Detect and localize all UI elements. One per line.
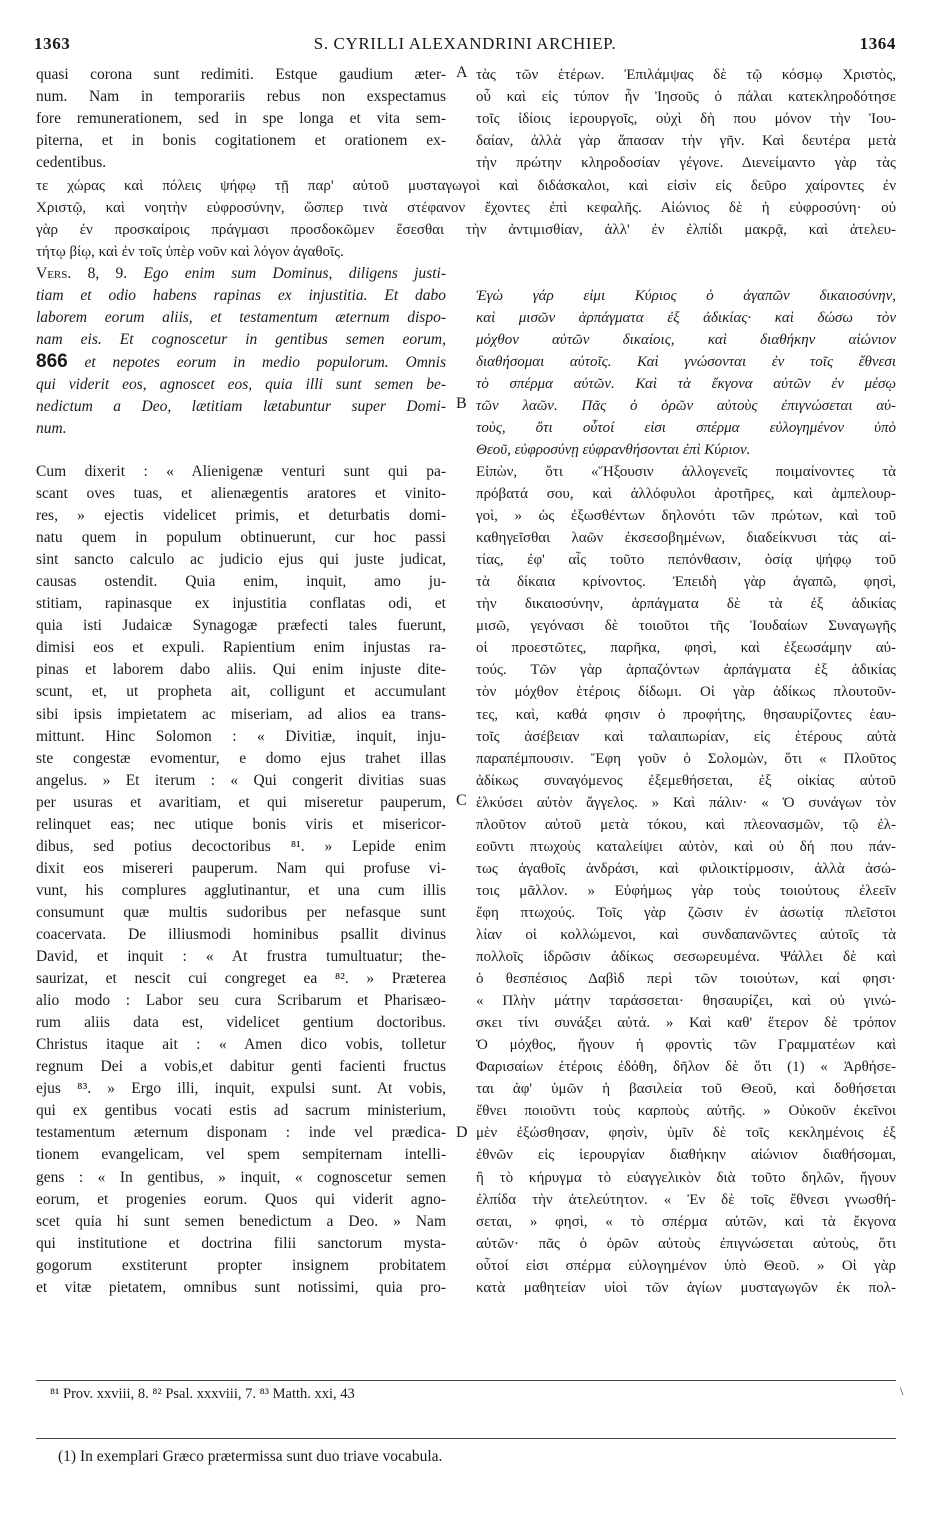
text-line: quasi corona sunt redimiti. Estque gaudium æter- bbox=[36, 66, 446, 83]
text-line: dixit eos misereri pauperum. Nam qui profuse vi- bbox=[36, 859, 446, 877]
text-line: πολλοῖς ἱδρῶσιν ἀδίκως σεσωρευμένα. Ψάλλει δὲ καὶ bbox=[476, 949, 896, 966]
text-line: Cum dixerit : « Alienigenæ venturi sunt qui pa- bbox=[36, 463, 446, 480]
text-line: sint sancto calculo ac judicio ejus qui juste judicat, bbox=[36, 551, 446, 569]
text-line: οὗ καὶ εἰς τύπον ἦν Ἰησοῦς ὁ πάλαι κατεκληροδότησε bbox=[476, 89, 896, 105]
text-line: ἀδίκως συναγόμενος ἐξεμεθήσεται, ἐξ οἰκίας αὐτοῦ bbox=[476, 772, 896, 789]
text-line: nam eis. Et cognoscetur in gentibus semen eorum, bbox=[36, 331, 446, 348]
text-line: πρόβατά σου, καὶ ἀλλόφυλοι ἀροτῆρες, καὶ ἀμπελουρ- bbox=[476, 486, 896, 503]
text-line: τὰ δίκαια κρίνοντος. Ἐπειδὴ γὰρ ἀγαπῶ, φησὶ, bbox=[476, 574, 896, 591]
margin-marker-d: D bbox=[456, 1124, 468, 1141]
text-line: μισῶ, γεγόνασι δὲ τοιοῦτοι τῆς Ἰουδαίων Συναγωγῆς bbox=[476, 618, 896, 635]
text-line: Εἰπὼν, ὅτι «Ἥξουσιν ἀλλογενεῖς ποιμαίνοντες τὰ bbox=[476, 464, 896, 480]
text-line: ὁ θεσπέσιος Δαβὶδ περὶ τῶν τοιούτων, καί φησι· bbox=[476, 971, 896, 988]
text-line: gens : « In gentibus, » inquit, « cognoscetur semen bbox=[36, 1168, 446, 1186]
text-line: coacervata. De illiusmodi hominibus psallit divinus bbox=[36, 925, 446, 943]
greek-full-width-block bbox=[36, 175, 896, 263]
text-line: relinquet eas; nec utique bonis viris et misericor- bbox=[36, 815, 446, 833]
text-line: ejus ⁸³. » Ergo illi, inquit, expulsi sunt. At vobis, bbox=[36, 1080, 446, 1098]
margin-marker-c: C bbox=[456, 792, 467, 809]
text-line: Ὁ μόχθος, ἤγουν ἡ φροντὶς τῶν Γραμματέων καὶ bbox=[476, 1037, 896, 1054]
text-line: τὸ σπέρμα αὐτῶν. Καὶ τὰ ἔκγονα αὐτῶν ἐν μέσῳ bbox=[476, 376, 896, 392]
text-line: τως ἀγαθοῖς ἀνδράσι, καὶ φιλοικτίρμοσιν, ἀλλὰ ἀσώ- bbox=[476, 860, 896, 877]
text-line: num. bbox=[36, 420, 67, 437]
text-line: ἔθνει ποιοῦντι τοὺς καρποὺς αὐτῆς. » Οὐκοῦν ἐκεῖνοι bbox=[476, 1103, 896, 1120]
text-line: nedictum a Deo, lætitiam lætabuntur super Domi- bbox=[36, 398, 446, 415]
text-line: καὶ μισῶν ἁρπάγματα ἐξ ἀδικίας· καὶ δώσω τὸν bbox=[476, 310, 896, 326]
text-line: δαίαν, ἀλλὰ γὰρ ἅπασαν τὴν γῆν. Καὶ δευτέρα μετὰ bbox=[476, 133, 896, 149]
running-title: S. CYRILLI ALEXANDRINI ARCHIEP. bbox=[313, 34, 617, 53]
text-span: et nepotes eorum in medio populorum. Omnis bbox=[67, 354, 446, 371]
text-line: τοις μᾶλλον. » Εὐφήμως γὰρ τοὺς τοιούτους ἐλεεῖν bbox=[476, 882, 896, 899]
text-line: εοῦντι πτωχοὺς καταλείψει αὐτὸν, καὶ οὐ δή που πάν- bbox=[476, 838, 896, 855]
text-line: τήτῳ βίῳ, καὶ ἐν τοῖς ὑπὲρ νοῦν καὶ λόγον ἀγαθοῖς. bbox=[36, 244, 344, 260]
text-line: testamentum æternum disponam : inde vel prædica- bbox=[36, 1124, 446, 1142]
text-line: αὐτῶν· πᾶς ὁ ὁρῶν αὐτοὺς ἐπιγνώσεται αὐτοὺς, ὅτι bbox=[476, 1235, 896, 1252]
text-line: καθηγεῖσθαι λαῶν ἐκσεσοβημένων, διαδείκνυσι τὰς αἰ- bbox=[476, 530, 896, 547]
page-header bbox=[34, 34, 896, 58]
text-line: scunt, et, ut propheta ait, colligunt et accumulant bbox=[36, 683, 446, 701]
text-line: τὰς τῶν ἑτέρων. Ἐπιλάμψας δὲ τῷ κόσμῳ Χριστὸς, bbox=[476, 67, 896, 83]
text-line: cedentibus. bbox=[36, 154, 107, 171]
text-line: μόχθον αὐτῶν δικαίοις, καὶ διαθήκην αἰώνιον bbox=[476, 332, 896, 348]
text-line: qui viderit eos, agnoscet eos, quia illi sunt semen be- bbox=[36, 376, 446, 393]
text-line: rum aliis data est, videlicet gentium doctoribus. bbox=[36, 1014, 446, 1032]
footnote-rule bbox=[36, 1380, 896, 1381]
text-line: per usuras et avaritiam, et qui miseretur pauperum, bbox=[36, 793, 446, 811]
latin-commentary-block bbox=[36, 461, 446, 1299]
text-line: stitiam, rapinasque ex injustitia conflatas odi, et bbox=[36, 595, 446, 613]
text-line: num. Nam in temporariis rebus non exspectamus bbox=[36, 88, 446, 105]
text-line: τες, καὶ, καθά φησιν ὁ προφήτης, θησαυρίζοντες ἑαυ- bbox=[476, 706, 896, 723]
text-line: alio modo : Labor seu cura Scribarum et Pharisæo- bbox=[36, 992, 446, 1010]
text-line: Φαρισαίων ἑτέροις ἐδόθη, δῆλον δὲ ὅτι (1) « Ἀρθήσε- bbox=[476, 1059, 896, 1076]
text-line: ἢ τὸ κήρυγμα τὸ εὐαγγελικὸν διὰ τοῦτο δηλῶν, ἤγουν bbox=[476, 1169, 896, 1186]
verse-label: Vers. 8, 9. bbox=[36, 265, 128, 282]
right-page-number: 1364 bbox=[859, 34, 896, 53]
text-line: qui institutione et doctrina filii sanctorum mysta- bbox=[36, 1234, 446, 1252]
text-line: ἐθνῶν εἰς ἱερουργίαν διαθήκην αἰώνιον διαθήσομαι, bbox=[476, 1147, 896, 1164]
text-line: quia isti Judaicæ Synagogæ præfecti tales fuerunt, bbox=[36, 617, 446, 635]
greek-verse-block bbox=[476, 285, 896, 461]
text-span: Ego enim sum Dominus, diligens justi- bbox=[127, 265, 446, 282]
text-line bbox=[36, 263, 446, 285]
text-line: tiam et odio habens rapinas ex injustitia. Et dabo bbox=[36, 287, 446, 304]
left-page-number: 1363 bbox=[34, 34, 71, 53]
text-line: David, et inquit : « At frustra tumultuatur; the- bbox=[36, 948, 446, 966]
text-line: dibus, sed potius decoctoribus ⁸¹. » Lepide enim bbox=[36, 837, 446, 855]
text-line: κατὰ μαθητείαν υἱοὶ τῶν ἁγίων μυσταγωγῶν ἐκ πολ- bbox=[476, 1279, 896, 1296]
latin-verse-block bbox=[36, 263, 446, 440]
text-line: gogorum exstiterunt propter insignem probitatem bbox=[36, 1256, 446, 1274]
text-line: regnum Dei a vobis,et dabitur genti facienti fructus bbox=[36, 1058, 446, 1076]
greek-commentary-block bbox=[476, 461, 896, 1299]
text-line: sibi ipsis impietatem ac miseriam, ad alios ea trans- bbox=[36, 705, 446, 723]
corner-mark: \ bbox=[900, 1384, 904, 1398]
text-line: mittunt. Hinc Solomon : « Divitiæ, inquit, inju- bbox=[36, 727, 446, 745]
margin-marker-a: A bbox=[456, 64, 468, 81]
text-line: consumunt quæ multis sudoribus per nefasque sunt bbox=[36, 903, 446, 921]
text-line: piterna, et in bonis cogitationem et orationem ex- bbox=[36, 132, 446, 149]
text-line: natu quem in populum obtinuerunt, cur hoc passi bbox=[36, 529, 446, 547]
text-line: laborem eorum aliis, et testamentum æternum dispo- bbox=[36, 309, 446, 326]
text-line: res, » ejectis videlicet primis, et deturbatis domi- bbox=[36, 507, 446, 525]
text-line: τοὺς, ὅτι οὗτοί εἰσι σπέρμα εὐλογημένον ὑπὸ bbox=[476, 420, 896, 436]
text-line: vunt, his complures agglutinantur, et una cum illis bbox=[36, 881, 446, 899]
text-line: οἱ προεστῶτες, παρῆκα, φησὶ, καὶ ἐξεωσάμην αὐ- bbox=[476, 640, 896, 657]
text-line: τὸν μόχθον ἑτέροις δίδωμι. Οἱ γὰρ ἀδίκως πλουτοῦν- bbox=[476, 684, 896, 701]
text-line: παραπέμπουσιν. Ἔφη γοῦν ὁ Σολομὼν, ὅτι « Πλοῦτος bbox=[476, 750, 896, 767]
latin-top-block bbox=[36, 64, 446, 174]
text-line: διαθήσομαι αὐτοῖς. Καὶ γνώσονται ἐν τοῖς ἔθνεσι bbox=[476, 354, 896, 370]
text-line: tionem evangelicam, vel spem sempiternam intelli- bbox=[36, 1146, 446, 1164]
text-line: τοῖς ἀσέβειαν καὶ ταλαιπωρίαν, εἰς ἑτέρους αὐτὰ bbox=[476, 728, 896, 745]
text-line: fore remunerationem, sed in spe longa et vita sem- bbox=[36, 110, 446, 127]
text-line: τίας, ἐφ' αἷς τοῦτο πεπόνθασιν, ὁσίᾳ ψήφῳ τοῦ bbox=[476, 552, 896, 569]
text-line: οὗτοί εἰσι σπέρμα εὐλογημένον ὑπὸ Θεοῦ. » Οἱ γὰρ bbox=[476, 1257, 896, 1274]
text-line: qui ex gentibus vocati estis ad sacrum ministerium, bbox=[36, 1102, 446, 1120]
greek-top-block bbox=[476, 64, 896, 174]
text-line: Θεοῦ, εὐφροσύνῃ εὐφρανθήσονται ἐπὶ Κύριον. bbox=[476, 442, 751, 458]
text-line: Χριστῷ, καὶ νοητὴν εὐφροσύνην, ὥσπερ τινὰ στέφανον ἔχοντες ἐπὶ κεφαλῆς. Αἰώνιος δὲ ἡ εὐφροσύνη· οὐ bbox=[36, 200, 896, 216]
text-line: γὰρ ἐν προσκαίροις πράγμασι προσδοκῶμεν ἔσεσθαι τὴν ἀντιμισθίαν, ἀλλ' ἐν ἐλπίδι μακρᾷ, καὶ ἀτελευ- bbox=[36, 222, 896, 238]
text-line: τε χώρας καὶ πόλεις ψήφῳ τῇ παρ' αὐτοῦ μυσταγωγοὶ καὶ διδάσκαλοι, καὶ εἰσὶν εἰς δεῦρο χαίροντες ἐν bbox=[36, 178, 896, 194]
text-line: ἐλπίδα τὴν ἀτελεύτητον. « Ἐν δὲ τοῖς ἔθνεσι γνωσθή- bbox=[476, 1191, 896, 1208]
text-line: scet quia hi sunt semen benedictum a Deo. » Nam bbox=[36, 1212, 446, 1230]
footnotes: ⁸¹ Prov. xxviii, 8. ⁸² Psal. xxxviii, 7. ⁸³ Matth. xxi, 43 bbox=[50, 1386, 355, 1402]
text-line: et vitæ pietatem, omnibus sunt notissimi, quia pro- bbox=[36, 1278, 446, 1296]
text-line: scant oves tuas, et alienægentis aratores et vinito- bbox=[36, 485, 446, 503]
text-line: τοῖς ἰδίοις ἱερουργοῖς, οὐχὶ δὴ που μόνον τὴν Ἰου- bbox=[476, 111, 896, 127]
text-line: Christus itaque ait : « Amen dico vobis, tolletur bbox=[36, 1036, 446, 1054]
text-line: causas ostendit. Quia enim, inquit, amo ju- bbox=[36, 573, 446, 591]
text-line: angelus. » Et iterum : « Qui congerit divitias suas bbox=[36, 771, 446, 789]
text-line: μὲν ἐξώσθησαν, φησὶν, ὑμῖν δὲ τοῖς κεκλημένοις ἐξ bbox=[476, 1125, 896, 1142]
margin-marker-b: B bbox=[456, 395, 467, 412]
text-line: σεται, » φησὶ, « τὸ σπέρμα αὐτῶν, καὶ τὰ ἔκγονα bbox=[476, 1213, 896, 1230]
text-line: τὴν πρώτην κληροδοσίαν γέγονε. Διενείμαντο γὰρ τὰς bbox=[476, 155, 896, 171]
text-line: saurizat, et nescit cui congreget ea ⁸². » Præterea bbox=[36, 970, 446, 988]
text-line: τῶν λαῶν. Πᾶς ὁ ὁρῶν αὐτοὺς ἐπιγνώσεται αὐ- bbox=[476, 398, 896, 414]
note-rule bbox=[36, 1438, 896, 1439]
text-line: λίαν οἱ κολλώμενοι, καὶ συνδαπανῶντες αὐτοῖς τὰ bbox=[476, 926, 896, 943]
text-line: « Πλὴν μάτην ταράσσεται· θησαυρίζει, καὶ οὐ γινώ- bbox=[476, 993, 896, 1010]
text-line: ἑλκύσει αὐτὸν ἄγγελος. » Καὶ πάλιν· « Ὁ συνάγων τὸν bbox=[476, 794, 896, 811]
text-line: πλοῦτον αὐτοῦ μετὰ τόκου, καὶ πλεονασμῶν, τῷ ἐλ- bbox=[476, 816, 896, 833]
text-line: ste congestæ evomentur, e domo ejus trahet illas bbox=[36, 749, 446, 767]
column-number: 866 bbox=[36, 351, 68, 372]
text-line bbox=[36, 351, 446, 374]
text-line: dimisi eos et expuli. Rapientium enim injustas ra- bbox=[36, 639, 446, 657]
text-line: σκει τίνι συνάξει αὐτά. » Καὶ καθ' ἕτερον δὲ τρόπον bbox=[476, 1015, 896, 1032]
text-line: pinas et laborem dabo aliis. Qui enim injuste dite- bbox=[36, 661, 446, 679]
text-line: eorum, et progenies eorum. Quos qui viderit agno- bbox=[36, 1190, 446, 1208]
text-line: Ἐγὼ γάρ εἰμι Κύριος ὁ ἀγαπῶν δικαιοσύνην, bbox=[476, 288, 896, 304]
editor-note: (1) In exemplari Græco prætermissa sunt duo triave vocabula. bbox=[58, 1448, 443, 1465]
text-line: τὴν δικαιοσύνην, ἁρπάγματα δὲ τὰ ἐξ ἀδικίας bbox=[476, 596, 896, 613]
text-line: γοὶ, » ὡς ἐξωσθέντων δηλονότι τῶν πρώτων, καὶ τοῦ bbox=[476, 508, 896, 525]
text-line: ἔφη πτωχούς. Τοῖς γὰρ ζῶσιν ἐν ἀσωτίᾳ πλεῖστοι bbox=[476, 904, 896, 921]
text-line: τούς. Τῶν γὰρ ἁρπαζόντων ἁρπάγματα ἐξ ἀδικίας bbox=[476, 662, 896, 679]
text-line: ται ἀφ' ὑμῶν ἡ βασιλεία τοῦ Θεοῦ, καὶ δοθήσεται bbox=[476, 1081, 896, 1098]
